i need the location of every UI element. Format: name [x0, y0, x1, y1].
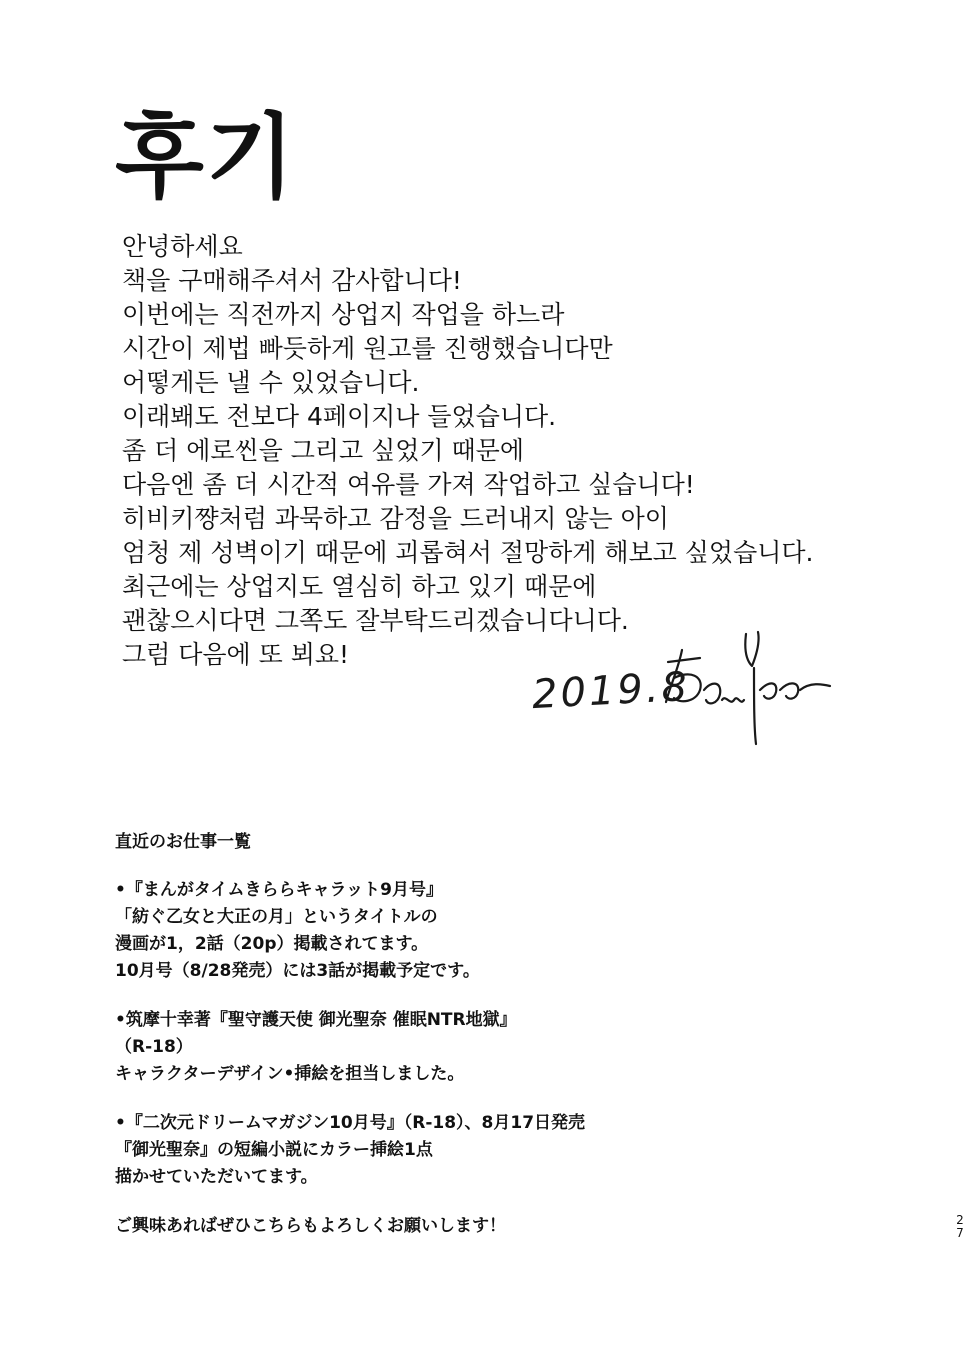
work-line: キャラクターデザイン•挿絵を担当しました。 — [115, 1064, 465, 1084]
work-item-kirara — [115, 877, 815, 985]
work-line: •『まんがタイムきららキャラット9月号』 — [115, 880, 444, 900]
recent-works-section — [115, 828, 815, 1240]
message-line: 어떻게든 낼 수 있었습니다. — [122, 368, 420, 397]
message-line: 괜찮으시다면 그쪽도 잘부탁드리겠습니다니다. — [122, 606, 629, 635]
message-line: 다음엔 좀 더 시간적 여유를 가져 작업하고 싶습니다! — [122, 470, 695, 499]
work-line: •筑摩十幸著『聖守護天使 御光聖奈 催眠NTR地獄』 — [115, 1010, 517, 1030]
work-item-magazine — [115, 1110, 815, 1191]
message-line: 최근에는 상업지도 열심히 하고 있기 때문에 — [122, 572, 597, 601]
work-line: 『御光聖奈』の短編小説にカラー挿絵1点 — [115, 1140, 433, 1160]
message-line: 좀 더 에로씬을 그리고 싶었기 때문에 — [122, 436, 524, 465]
message-line: 안녕하세요 — [122, 232, 243, 261]
work-line: （R-18） — [115, 1037, 193, 1057]
message-line: 시간이 제법 빠듯하게 원고를 진행했습니다만 — [122, 334, 613, 363]
message-line: 이번에는 직전까지 상업지 작업을 하느라 — [122, 300, 565, 329]
page-number: 2 7 — [956, 1213, 964, 1240]
work-line: 漫画が1，2話（20p）掲載されてます。 — [115, 934, 429, 954]
handwritten-signature — [660, 620, 840, 750]
message-line: 히비키쨩처럼 과묵하고 감정을 드러내지 않는 아이 — [122, 504, 669, 533]
message-line: 이래봬도 전보다 4페이지나 들었습니다. — [122, 402, 557, 431]
work-line: 10月号（8/28発売）には3話が掲載予定です。 — [115, 961, 480, 981]
message-line: 엄청 제 성벽이기 때문에 괴롭혀서 절망하게 해보고 싶었습니다. — [122, 538, 814, 567]
work-line: •『二次元ドリームマガジン10月号』（R-18）、8月17日発売 — [115, 1113, 586, 1133]
work-item-novel — [115, 1007, 815, 1088]
message-line: 그럼 다음에 또 뵈요! — [122, 640, 350, 669]
work-line: 「紡ぐ乙女と大正の月」というタイトルの — [115, 907, 438, 927]
recent-works-heading: 直近のお仕事一覧 — [115, 832, 251, 852]
signature-date: 2019.8 — [530, 663, 692, 719]
work-line: 描かせていただいてます。 — [115, 1167, 318, 1187]
afterword-message — [122, 230, 842, 672]
message-line: 책을 구매해주셔서 감사합니다! — [122, 266, 462, 295]
page-title: 후기 — [115, 104, 297, 211]
closing-remark: ご興味あればぜひこちらもよろしくお願いします！ — [115, 1216, 506, 1236]
